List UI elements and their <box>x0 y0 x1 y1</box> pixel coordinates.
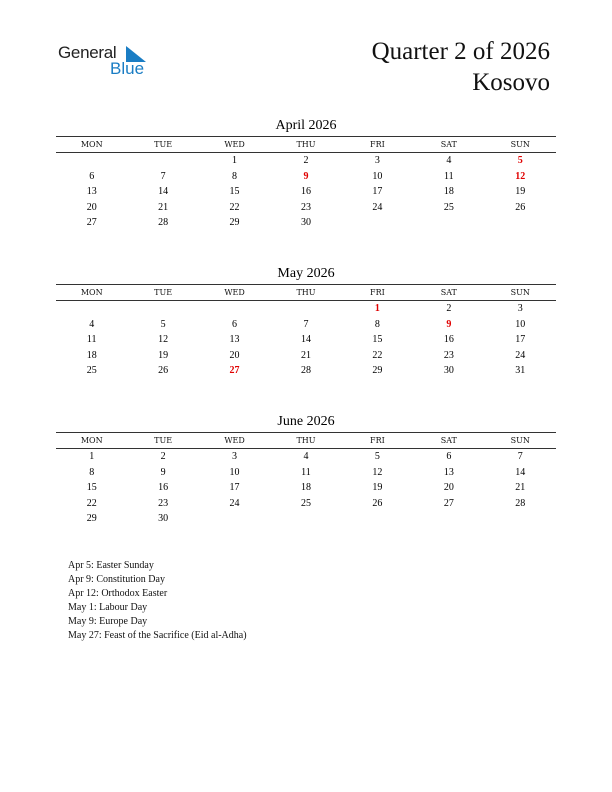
day-cell <box>485 511 556 527</box>
month-title: April 2026 <box>275 118 337 133</box>
weekday-label: SUN <box>510 288 530 297</box>
day-cell: 4 <box>89 318 95 330</box>
weekday-label: MON <box>80 288 103 297</box>
day-cell <box>270 301 341 317</box>
weekday-label: SAT <box>440 288 457 297</box>
week-row <box>56 301 556 317</box>
day-cell: 19 <box>158 349 169 361</box>
day-cell: 29 <box>372 365 383 377</box>
day-cell: 24 <box>372 201 383 213</box>
weekday-label: FRI <box>370 436 385 445</box>
calendar-grid <box>56 432 556 527</box>
day-cell: 21 <box>300 349 311 361</box>
day-cell: 15 <box>86 482 97 494</box>
day-cell: 6 <box>232 318 238 330</box>
day-cell: 13 <box>443 466 454 478</box>
holiday-note: May 9: Europe Day <box>68 616 148 627</box>
holiday-day-cell: 9 <box>303 170 309 182</box>
day-cell <box>127 301 198 317</box>
day-cell: 5 <box>160 318 166 330</box>
day-cell: 16 <box>300 186 311 198</box>
day-cell: 26 <box>372 497 383 509</box>
holiday-day-cell: 1 <box>374 303 380 314</box>
day-cell: 2 <box>160 451 166 462</box>
day-cell: 24 <box>229 497 240 509</box>
week-row <box>56 480 556 496</box>
day-cell: 27 <box>86 217 97 229</box>
day-cell: 29 <box>86 513 97 525</box>
day-cell: 12 <box>372 466 383 478</box>
weekday-label: FRI <box>370 288 385 297</box>
day-cell: 20 <box>443 482 454 494</box>
logo-blue-text: Blue <box>110 59 145 78</box>
day-cell: 28 <box>300 365 311 377</box>
weekday-header-row <box>56 137 556 153</box>
day-cell: 22 <box>372 349 383 361</box>
page-subtitle: Kosovo <box>472 69 550 96</box>
day-cell: 18 <box>443 186 454 198</box>
week-row <box>56 332 556 348</box>
weekday-label: TUE <box>154 288 173 297</box>
day-cell <box>342 511 413 527</box>
day-cell: 15 <box>372 334 383 346</box>
generalblue-logo <box>58 43 145 78</box>
weekday-label: TUE <box>154 436 173 445</box>
day-cell: 23 <box>158 497 169 509</box>
week-row <box>56 511 556 527</box>
holiday-day-cell: 12 <box>515 170 526 182</box>
weekday-label: THU <box>296 288 316 297</box>
day-cell: 28 <box>158 217 169 229</box>
weekday-label: MON <box>80 436 103 445</box>
day-cell: 26 <box>515 201 526 213</box>
day-cell: 30 <box>300 217 311 229</box>
day-cell: 18 <box>300 482 311 494</box>
day-cell: 30 <box>443 365 454 377</box>
holiday-notes <box>68 559 247 643</box>
day-cell: 23 <box>300 201 311 213</box>
day-cell: 25 <box>300 497 311 509</box>
page-header <box>372 36 550 98</box>
day-cell: 7 <box>160 170 166 182</box>
weekday-label: WED <box>224 288 245 297</box>
day-cell <box>270 511 341 527</box>
day-cell: 19 <box>515 186 526 198</box>
week-row <box>56 317 556 333</box>
day-cell: 27 <box>443 497 454 509</box>
day-cell: 24 <box>515 349 526 361</box>
day-cell <box>127 153 198 169</box>
day-cell <box>413 215 484 231</box>
day-cell: 8 <box>374 318 380 330</box>
holiday-note: May 1: Labour Day <box>68 602 148 613</box>
weekday-label: TUE <box>154 140 173 149</box>
day-cell <box>56 301 127 317</box>
day-cell: 18 <box>86 349 97 361</box>
day-cell: 20 <box>86 201 97 213</box>
day-cell: 26 <box>158 365 169 377</box>
day-cell: 5 <box>374 451 380 462</box>
week-row <box>56 496 556 512</box>
week-row <box>56 215 556 231</box>
day-cell: 22 <box>229 201 240 213</box>
day-cell: 1 <box>232 155 238 166</box>
week-row <box>56 184 556 200</box>
day-cell <box>199 511 270 527</box>
day-cell <box>56 153 127 169</box>
day-cell: 10 <box>515 318 526 330</box>
month-calendar-june <box>56 412 556 527</box>
day-cell: 7 <box>517 451 523 462</box>
calendar-grid <box>56 284 556 379</box>
day-cell: 17 <box>515 334 526 346</box>
holiday-note: Apr 5: Easter Sunday <box>68 560 154 571</box>
day-cell: 31 <box>515 365 526 377</box>
weekday-label: SUN <box>510 140 530 149</box>
weekday-label: MON <box>80 140 103 149</box>
day-cell: 3 <box>232 451 238 462</box>
day-cell: 2 <box>446 303 452 314</box>
day-cell: 13 <box>229 334 240 346</box>
day-cell: 12 <box>158 334 169 346</box>
day-cell: 3 <box>374 155 380 166</box>
day-cell: 9 <box>160 466 166 478</box>
holiday-note: Apr 9: Constitution Day <box>68 574 165 585</box>
day-cell: 30 <box>158 513 169 525</box>
day-cell: 14 <box>515 466 526 478</box>
holiday-note: May 27: Feast of the Sacrifice (Eid al-Adha) <box>68 630 247 641</box>
day-cell: 3 <box>517 303 523 314</box>
day-cell: 10 <box>372 170 383 182</box>
holiday-note: Apr 12: Orthodox Easter <box>68 588 168 599</box>
day-cell <box>413 511 484 527</box>
week-row <box>56 200 556 216</box>
day-cell <box>342 215 413 231</box>
day-cell: 11 <box>86 334 97 346</box>
day-cell: 25 <box>443 201 454 213</box>
day-cell: 16 <box>158 482 169 494</box>
weekday-header-row <box>56 285 556 301</box>
day-cell: 8 <box>89 466 95 478</box>
day-cell: 21 <box>158 201 169 213</box>
day-cell: 16 <box>443 334 454 346</box>
week-row <box>56 153 556 169</box>
weekday-label: SAT <box>440 140 457 149</box>
weekday-header-row <box>56 433 556 449</box>
calendar-grid <box>56 136 556 231</box>
logo-general-text: General <box>58 43 117 62</box>
day-cell: 11 <box>301 466 311 478</box>
weekday-label: SAT <box>440 436 457 445</box>
day-cell: 10 <box>229 466 240 478</box>
week-row <box>56 348 556 364</box>
day-cell: 17 <box>229 482 240 494</box>
day-cell: 28 <box>515 497 526 509</box>
day-cell: 2 <box>303 155 309 166</box>
day-cell: 14 <box>158 186 169 198</box>
page-title: Quarter 2 of 2026 <box>371 38 550 65</box>
day-cell: 22 <box>86 497 97 509</box>
day-cell: 19 <box>372 482 383 494</box>
day-cell: 23 <box>443 349 454 361</box>
week-row <box>56 465 556 481</box>
month-calendar-may <box>56 264 556 379</box>
day-cell: 1 <box>89 451 95 462</box>
weekday-label: WED <box>224 436 245 445</box>
day-cell <box>485 215 556 231</box>
week-row <box>56 363 556 379</box>
day-cell: 6 <box>89 170 95 182</box>
month-title: June 2026 <box>277 414 335 429</box>
weekday-label: FRI <box>370 140 385 149</box>
day-cell: 7 <box>303 318 309 330</box>
weekday-label: THU <box>296 436 316 445</box>
month-calendar-april <box>56 116 556 231</box>
day-cell: 29 <box>229 217 240 229</box>
day-cell: 8 <box>232 170 238 182</box>
holiday-day-cell: 5 <box>517 155 523 166</box>
week-row <box>56 449 556 465</box>
holiday-day-cell: 9 <box>446 318 452 330</box>
day-cell: 21 <box>515 482 526 494</box>
day-cell: 15 <box>229 186 240 198</box>
weekday-label: THU <box>296 140 316 149</box>
day-cell: 17 <box>372 186 383 198</box>
day-cell: 20 <box>229 349 240 361</box>
day-cell <box>199 301 270 317</box>
day-cell: 25 <box>86 365 97 377</box>
weekday-label: SUN <box>510 436 530 445</box>
holiday-day-cell: 27 <box>229 365 240 377</box>
day-cell: 13 <box>86 186 97 198</box>
day-cell: 4 <box>446 155 452 166</box>
day-cell: 4 <box>303 451 309 462</box>
weekday-label: WED <box>224 140 245 149</box>
month-title: May 2026 <box>277 266 335 281</box>
week-row <box>56 169 556 185</box>
day-cell: 14 <box>300 334 311 346</box>
day-cell: 6 <box>446 451 452 462</box>
day-cell: 11 <box>444 170 454 182</box>
